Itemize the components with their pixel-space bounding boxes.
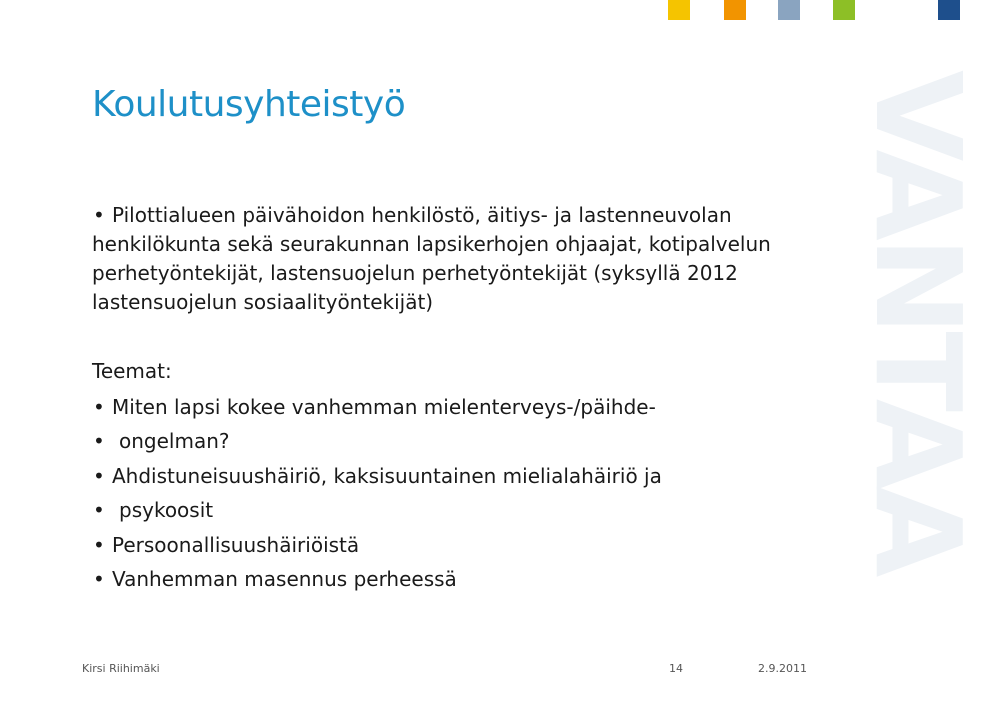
footer-date: 2.9.2011 xyxy=(758,662,807,675)
bullet-dot: • xyxy=(93,498,105,523)
list-item-text: Vanhemman masennus perheessä xyxy=(112,566,457,591)
brand-color-squares xyxy=(668,0,960,20)
slide-title: Koulutusyhteistyö xyxy=(92,84,406,125)
list-item-text: Persoonallisuushäiriöistä xyxy=(112,532,360,557)
footer-author: Kirsi Riihimäki xyxy=(82,662,160,675)
list-item xyxy=(92,393,792,427)
intro-paragraph xyxy=(92,201,782,317)
list-item-text: psykoosit xyxy=(119,498,214,523)
bullet-dot: • xyxy=(93,203,105,227)
list-item-text: Ahdistuneisuushäiriö, kaksisuuntainen mielialahäiriö ja xyxy=(112,463,662,488)
bullet-dot: • xyxy=(93,532,105,557)
intro-line-2: henkilökunta sekä seurakunnan lapsikerhojen ohjaajat, kotipalvelun xyxy=(92,232,771,256)
list-item xyxy=(92,565,792,599)
yellow-square xyxy=(668,0,690,20)
bullet-dot: • xyxy=(93,463,105,488)
vantaa-watermark-text: VANTAA xyxy=(849,70,987,574)
list-item xyxy=(92,427,792,461)
intro-line-1: Pilottialueen päivähoidon henkilöstö, äitiys- ja lastenneuvolan xyxy=(112,203,732,227)
bullet-dot: • xyxy=(93,429,105,454)
list-item xyxy=(92,462,792,496)
list-item-text: Miten lapsi kokee vanhemman mielenterveys-/päihde- xyxy=(112,395,656,419)
list-item xyxy=(92,496,792,530)
themes-list xyxy=(92,393,792,599)
teemat-label: Teemat: xyxy=(92,359,172,383)
orange-square xyxy=(724,0,746,20)
intro-bullet-line xyxy=(92,201,782,230)
list-item xyxy=(92,531,792,565)
intro-line-4: lastensuojelun sosiaalityöntekijät) xyxy=(92,290,434,314)
bullet-dot: • xyxy=(93,395,105,419)
bullet-dot: • xyxy=(93,566,105,591)
footer-page-number: 14 xyxy=(669,662,683,675)
list-item-text: ongelman? xyxy=(119,429,230,454)
navy-square xyxy=(938,0,960,20)
vantaa-watermark xyxy=(849,70,987,574)
intro-line-3: perhetyöntekijät, lastensuojelun perhetyöntekijät (syksyllä 2012 xyxy=(92,261,738,285)
green-square xyxy=(833,0,855,20)
blue-square xyxy=(778,0,800,20)
